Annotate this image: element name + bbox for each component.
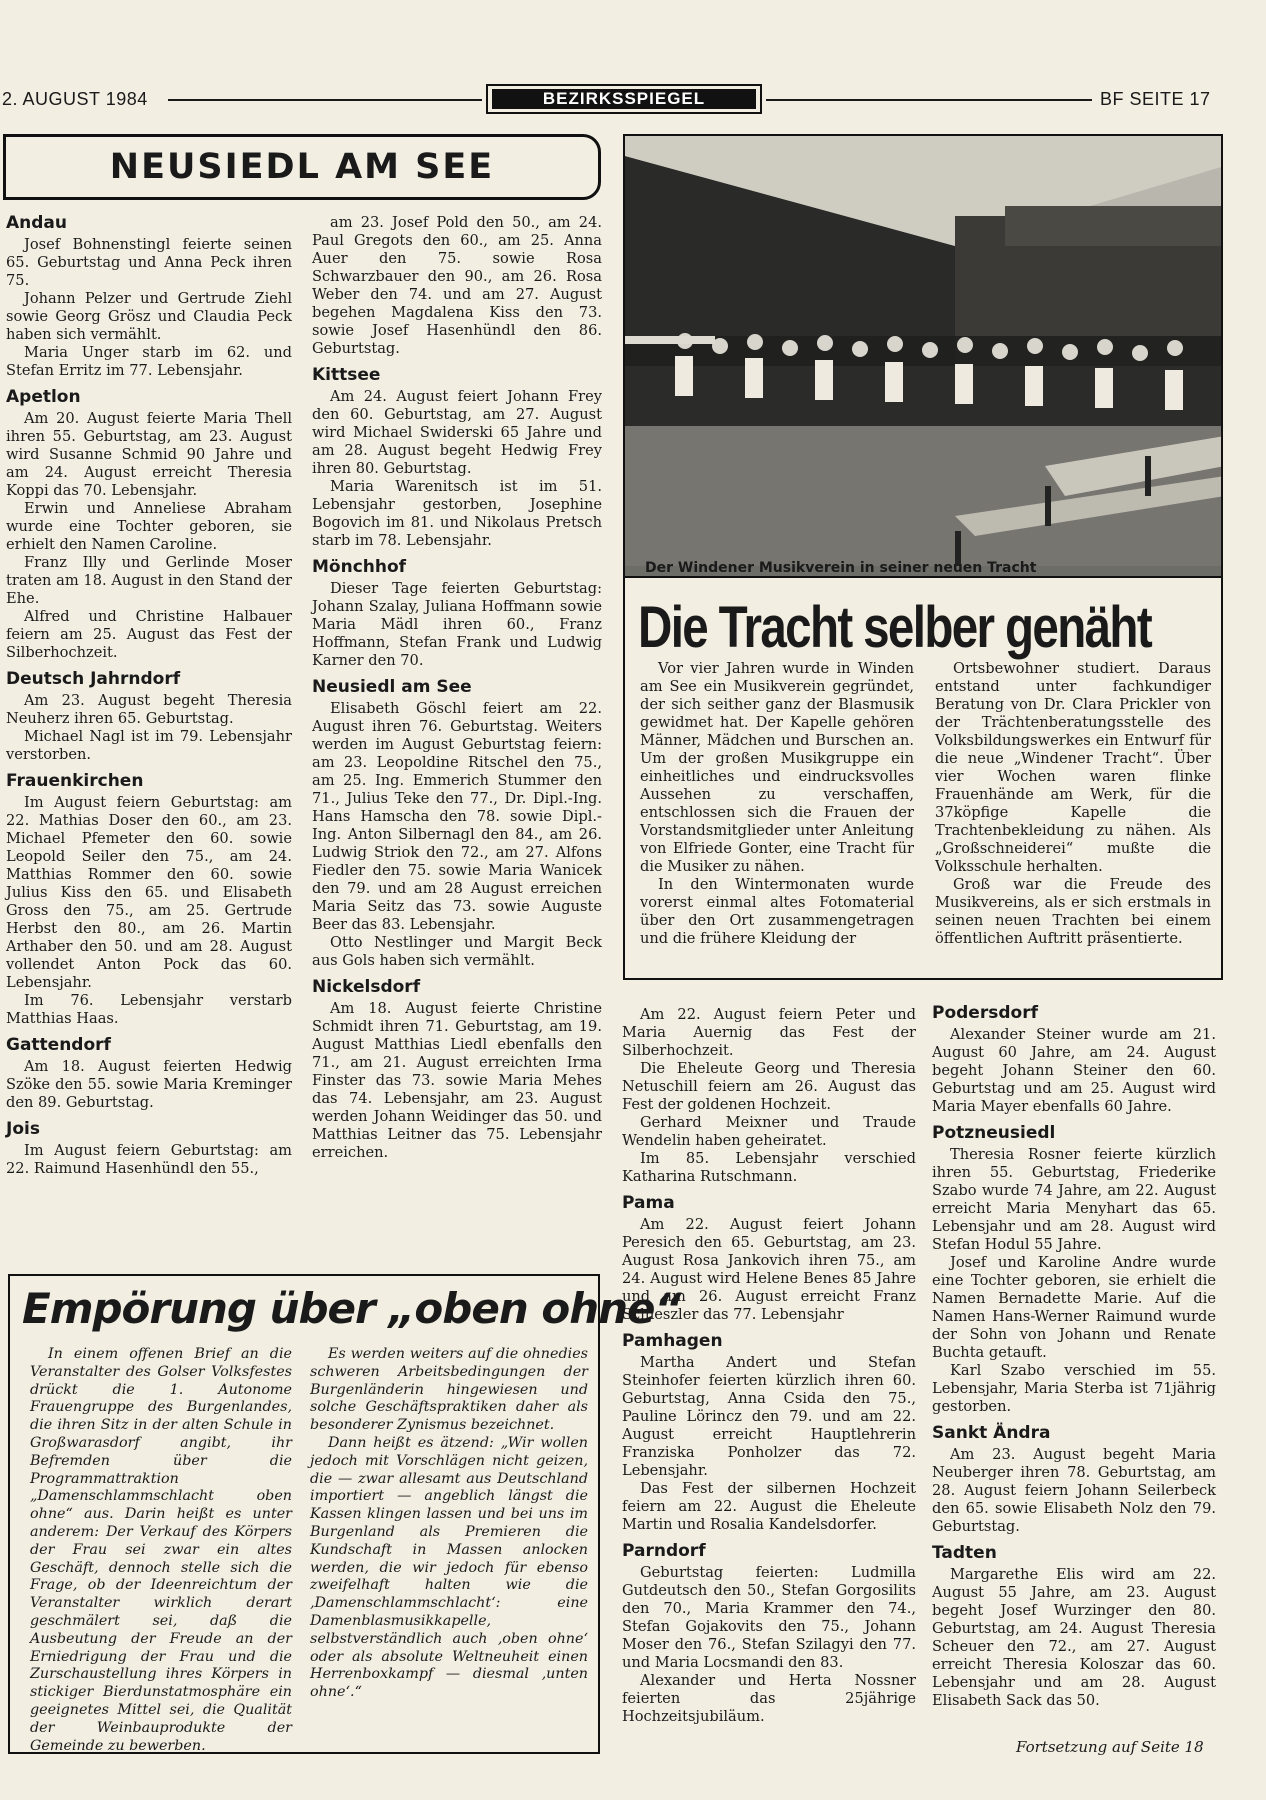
news-paragraph: Karl Szabo verschied im 55. Lebensjahr, Maria Sterba ist 71jährig gestorben. bbox=[932, 1362, 1216, 1415]
place-heading: Parndorf bbox=[622, 1541, 706, 1561]
continuation-note: Fortsetzung auf Seite 18 bbox=[1016, 1738, 1204, 1756]
news-paragraph: Maria Unger starb im 62. und Stefan Erritz im 77. Lebensjahr. bbox=[6, 344, 292, 379]
news-paragraph: Am 24. August feiert Johann Frey den 60. Geburtstag, am 27. August wird Michael Swiderski 65 Jahre und am 28. August begeht Hedwig Frey ihren 80. Geburtstag. bbox=[312, 388, 602, 477]
news-paragraph: Maria Warenitsch ist im 51. Lebensjahr gestorben, Josephine Bogovich im 81. und Nikolaus Pretsch starb im 78. Lebensjahr. bbox=[312, 478, 602, 549]
news-paragraph: Am 18. August feierte Christine Schmidt ihren 71. Geburtstag, am 19. August Matthias Liedl ebenfalls den 71., am 21. August erreichten Irma Finster das 73. sowie Maria Mehes das 74. Lebensjahr, am 23. August werden Johann Weidinger das 50. und Matthias Leitner das 75. Lebensjahr erreichen. bbox=[312, 1000, 602, 1161]
place-heading: Podersdorf bbox=[932, 1003, 1038, 1023]
section-label-box bbox=[486, 84, 762, 114]
page-number: BF SEITE 17 bbox=[1100, 89, 1211, 109]
story-paragraph: Vor vier Jahren wurde in Winden am See ein Musikverein gegründet, der sich seither ganz der Blasmusik gewidmet hat. Der Kapelle gehören Männer, Mädchen und Burschen an. Um der großen Musikgruppe ein einheitliches und eindrucksvolles Aussehen zu verschaffen, entschlossen sich die Frauen der Vorstandsmitglieder unter Anleitung von Elfriede Gonter, eine Tracht für die Musiker zu nähen. bbox=[640, 660, 914, 875]
news-paragraph: Margarethe Elis wird am 22. August 55 Jahre, am 23. August begeht Josef Wurzinger den 80. Geburtstag, am 24. August Theresia Scheuer den 72., am 27. August erreicht Theresia Koloszar das 60. Lebensjahr und am 28. August Elisabeth Sack das 50. bbox=[932, 1566, 1216, 1709]
column-right-2 bbox=[932, 1004, 1216, 1710]
news-paragraph: Am 22. August feiert Johann Peresich den 65. Geburtstag, am 23. August Rosa Jankovich ihren 75., am 24. August wird Helene Benes 85 Jahre und am 26. August erreicht Franz Schieszler das 77. Lebensjahr bbox=[622, 1216, 916, 1323]
news-paragraph: Alexander Steiner wurde am 21. August 60 Jahre, am 24. August begeht Johann Steiner den 60. Geburtstag und am 25. August wird Maria Mayer ebenfalls 60 Jahre. bbox=[932, 1026, 1216, 1115]
news-paragraph: Elisabeth Göschl feiert am 22. August ihren 76. Geburtstag. Weiters werden im August Geburtstag feiern: am 23. Leopoldine Ritschel den 75., am 25. Ing. Emmerich Stummer den 71., Julius Teke den 77., Dr. Dipl.-Ing. Hans Hamscha den 78. sowie Dipl.-Ing. Anton Silbernagl den 84., am 26. Ludwig Striok den 72., am 27. Alfons Fiedler den 75. sowie Maria Wanicek den 79. und am 28 August erreichen Maria Seitz das 73. sowie Auguste Beer das 83. Lebensjahr. bbox=[312, 700, 602, 933]
place-heading: Apetlon bbox=[6, 387, 81, 407]
place-heading: Nickelsdorf bbox=[312, 977, 421, 997]
place-heading: Sankt Ändra bbox=[932, 1423, 1051, 1443]
place-heading: Tadten bbox=[932, 1543, 997, 1563]
news-paragraph: Martha Andert und Stefan Steinhofer feierten kürzlich ihren 60. Geburtstag, Anna Csida den 75., Pauline Lörincz den 79. und am 22. August erreicht Hauptlehrerin Franziska Ponholzer das 72. Lebensjahr. bbox=[622, 1354, 916, 1479]
news-paragraph: Im August feiern Geburtstag: am 22. Mathias Doser den 60., am 23. Michael Pfemeter den 60. sowie Leopold Seiler den 75., am 24. Matthias Rommer den 60. sowie Julius Kiss den 65. und Elisabeth Gross den 75., am 25. Gertrude Herbst den 80., am 26. Martin Arthaber den 50. und am 28. August vollendet Anton Pock das 60. Lebensjahr. bbox=[6, 794, 292, 991]
news-paragraph: Dieser Tage feierten Geburtstag: Johann Szalay, Juliana Hoffmann sowie Maria Mädl ihren 60., Franz Hoffmann, Stefan Frank und Ludwig Karner den 70. bbox=[312, 580, 602, 669]
column-left-2 bbox=[312, 214, 602, 1162]
news-paragraph: Franz Illy und Gerlinde Moser traten am 18. August in den Stand der Ehe. bbox=[6, 554, 292, 607]
story-paragraph: In den Wintermonaten wurde vorerst einmal altes Fotomaterial über den Ort zusammengetragen und die frühere Kleidung der bbox=[640, 876, 914, 947]
place-heading: Kittsee bbox=[312, 365, 381, 385]
news-paragraph: Im 85. Lebensjahr verschied Katharina Rutschmann. bbox=[622, 1150, 916, 1185]
district-title-box bbox=[3, 134, 601, 200]
news-paragraph: Am 23. August begeht Theresia Neuherz ihren 65. Geburtstag. bbox=[6, 692, 292, 727]
column-right-1 bbox=[622, 1006, 916, 1726]
news-paragraph: Geburtstag feierten: Ludmilla Gutdeutsch den 50., Stefan Gorgosilits den 70., Maria Krammer den 74., Stefan Gojakovits den 75., Johann Moser den 76., Stefan Szilagyi den 77. und Maria Locsmandi den 83. bbox=[622, 1564, 916, 1671]
news-paragraph: Alfred und Christine Halbauer feiern am 25. August das Fest der Silberhochzeit. bbox=[6, 608, 292, 661]
photo-caption: Der Windener Musikverein in seiner neuen Tracht bbox=[645, 560, 1037, 576]
header-rule-right bbox=[766, 99, 1092, 101]
place-heading: Pamhagen bbox=[622, 1331, 723, 1351]
place-heading: Andau bbox=[6, 213, 68, 233]
news-paragraph: Am 18. August feierten Hedwig Szöke den 55. sowie Maria Kreminger den 89. Geburtstag. bbox=[6, 1058, 292, 1111]
news-paragraph: Erwin und Anneliese Abraham wurde eine Tochter geboren, sie erhielt den Namen Caroline. bbox=[6, 500, 292, 553]
place-heading: Pama bbox=[622, 1193, 675, 1213]
news-paragraph: Im August feiern Geburtstag: am 22. Raimund Hasenhündl den 55., bbox=[6, 1142, 292, 1177]
story-paragraph: Ortsbewohner studiert. Daraus entstand unter fachkundiger Beratung von Dr. Clara Prickler von der Trächtenberatungsstelle des Volksbildungswerkes ein Entwurf für die neue „Windener Tracht“. Über vier Wochen waren flinke Frauenhände am Werk, für die 37köpfige Kapelle die Trachtenbekleidung zu nähen. Als „Großschneiderei“ mußte die Volksschule herhalten. bbox=[935, 660, 1211, 875]
place-heading: Gattendorf bbox=[6, 1035, 111, 1055]
boxed-paragraph: In einem offenen Brief an die Veranstalter des Golser Volksfestes drückt die 1. Autonome Frauengruppe des Burgenlandes, die ihren Sitz in der alten Schule in Großwarasdorf angibt, ihr Befremden über die Programmattraktion „Damenschlammschlacht oben ohne“ aus. Darin heißt es unter anderem: Der Verkauf des Körpers der Frau sei zwar ein altes Geschäft, dennoch stelle sich die Frage, ob der Ideenreichtum der Veranstalter wirklich derart geschmälert sei, daß die Ausbeutung der Freude an der Erniedrigung der Frau und die Zurschaustellung ihres Körpers in stickiger Bierdunstatmosphäre ein geeignetes Mittel sei, die Qualität der Weinbauprodukte der Gemeinde zu bewerben. bbox=[30, 1346, 292, 1754]
news-paragraph: Am 22. August feiern Peter und Maria Auernig das Fest der Silberhochzeit. bbox=[622, 1006, 916, 1059]
news-paragraph: Im 76. Lebensjahr verstarb Matthias Haas. bbox=[6, 992, 292, 1027]
news-paragraph: Gerhard Meixner und Traude Wendelin haben geheiratet. bbox=[622, 1114, 916, 1149]
place-heading: Frauenkirchen bbox=[6, 771, 144, 791]
news-paragraph: Otto Nestlinger und Margit Beck aus Gols haben sich vermählt. bbox=[312, 934, 602, 969]
news-paragraph: Die Eheleute Georg und Theresia Netuschill feiern am 26. August das Fest der goldenen Hochzeit. bbox=[622, 1060, 916, 1113]
story-column-2 bbox=[935, 660, 1211, 948]
boxed-paragraph: Dann heißt es ätzend: „Wir wollen jedoch mit Vorschlägen nicht geizen, die — zwar allesamt aus Deutschland importiert — angeblich längst die Kassen klingen lassen und bei uns im Burgenland als Premieren die Kundschaft in Massen anlocken werden, die wir jedoch für ebenso zweifelhaft halten wie die ‚Damenschlammschlacht‘: eine Damenblasmusikkapelle, selbstverständlich auch ‚oben ohne‘ oder als absolute Weltneuheit einen Herrenboxkampf — diesmal ‚unten ohne‘.“ bbox=[310, 1434, 588, 1701]
place-heading: Jois bbox=[6, 1119, 40, 1139]
news-paragraph: Josef Bohnenstingl feierte seinen 65. Geburtstag und Anna Peck ihren 75. bbox=[6, 236, 292, 289]
boxed-headline: Empörung über „oben ohne“ bbox=[22, 1284, 681, 1333]
issue-date: 2. AUGUST 1984 bbox=[2, 89, 148, 109]
band-photo-image bbox=[625, 136, 1223, 566]
news-paragraph: Johann Pelzer und Gertrude Ziehl sowie Georg Grösz und Claudia Peck haben sich vermählt. bbox=[6, 290, 292, 343]
story-column-1 bbox=[640, 660, 914, 948]
place-heading: Potzneusiedl bbox=[932, 1123, 1056, 1143]
boxed-column-2 bbox=[310, 1346, 588, 1702]
boxed-paragraph: Es werden weiters auf die ohnedies schweren Arbeitsbedingungen der Burgenländerin hingewiesen und solche Geschäftspraktiken daher als besonderer Zynismus bezeichnet. bbox=[310, 1346, 588, 1434]
story-headline: Die Tracht selber genäht bbox=[638, 595, 1152, 660]
news-paragraph: Josef und Karoline Andre wurde eine Tochter geboren, sie erhielt die Namen Bernadette Marie. Auf die Namen Hans-Werner Raimund wurde der Sohn von Johann und Renate Buchta getauft. bbox=[932, 1254, 1216, 1361]
place-heading: Deutsch Jahrndorf bbox=[6, 669, 181, 689]
boxed-column-1 bbox=[30, 1346, 292, 1755]
news-paragraph: Am 23. August begeht Maria Neuberger ihren 78. Geburtstag, am 28. August feiern Johann Seilerbeck den 65. sowie Elisabeth Nolz den 79. Geburtstag. bbox=[932, 1446, 1216, 1535]
section-label: BEZIRKSSPIEGEL bbox=[492, 89, 756, 109]
news-paragraph: Alexander und Herta Nossner feierten das 25jährige Hochzeitsjubiläum. bbox=[622, 1672, 916, 1725]
band-photo bbox=[623, 134, 1223, 578]
place-heading: Mönchhof bbox=[312, 557, 407, 577]
news-paragraph: Michael Nagl ist im 79. Lebensjahr verstorben. bbox=[6, 728, 292, 763]
place-heading: Neusiedl am See bbox=[312, 677, 472, 697]
column-left-1 bbox=[6, 214, 292, 1178]
district-title: NEUSIEDL AM SEE bbox=[109, 147, 495, 187]
news-paragraph: Am 20. August feierte Maria Thell ihren 55. Geburtstag, am 23. August wird Susanne Schmid 90 Jahre und am 24. August erreicht Theresia Koppi das 70. Lebensjahr. bbox=[6, 410, 292, 499]
news-paragraph: am 23. Josef Pold den 50., am 24. Paul Gregots den 60., am 25. Anna Auer den 75. sowie Rosa Schwarzbauer den 90., am 26. Rosa Weber den 74. und am 27. August begehen Magdalena Kiss den 73. sowie Josef Hasenhündl den 86. Geburtstag. bbox=[312, 214, 602, 357]
header-rule-left bbox=[168, 99, 482, 101]
story-paragraph: Groß war die Freude des Musikvereins, als er sich erstmals in seinen neuen Trachten bei einem öffentlichen Auftritt präsentierte. bbox=[935, 876, 1211, 947]
news-paragraph: Theresia Rosner feierte kürzlich ihren 55. Geburtstag, Friederike Szabo wurde 74 Jahre, am 22. August erreicht Maria Menyhart das 65. Lebensjahr und am 28. August wird Stefan Hodul 55 Jahre. bbox=[932, 1146, 1216, 1253]
news-paragraph: Das Fest der silbernen Hochzeit feiern am 22. August die Eheleute Martin und Rosalia Kandelsdorfer. bbox=[622, 1480, 916, 1533]
